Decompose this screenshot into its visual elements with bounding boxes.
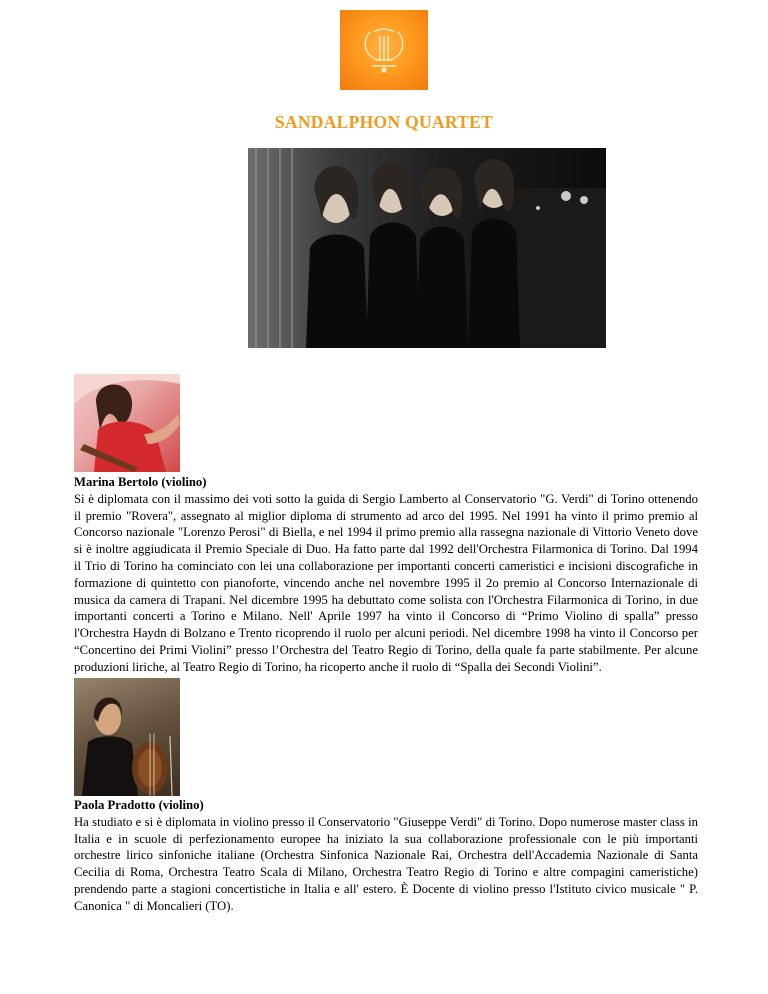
quartet-photo-graphic <box>248 148 606 348</box>
member-bio-paola <box>74 797 698 915</box>
member-bio-text: Ha studiato e si è diplomata in violino presso il Conservatorio "Giuseppe Verdi" di Torino. Dopo numerose master class in Italia e in scuole di perfezionamento europee ha iniziato la sua collaborazione professionale con le più importanti orchestre lirico sinfoniche italiane (Orchestra Sinfonica Nazionale Rai, Orchestra dell'Accademia Nazionale di Santa Cecilia di Roma, Orchestra Teatro Scala di Milano, Orchestra Teatro Regio di Torino e altre compagini cameristiche) prendendo parte a stagioni concertistiche in Italia e all' estero. È Docente di violino presso l'Istituto civico musicale " P. Canonica " di Moncalieri (TO). <box>74 814 698 913</box>
member-name: Paola Pradotto (violino) <box>74 798 204 812</box>
quartet-group-photo <box>248 148 606 348</box>
lyre-logo-icon <box>340 10 428 90</box>
marina-portrait-graphic <box>74 374 180 472</box>
member-bio-text: Si è diplomata con il massimo dei voti sotto la guida di Sergio Lamberto al Conservatorio "G. Verdi" di Torino ottenendo il premio "Rovera", assegnato al miglior diploma di strumento ad arco del 1995. Nel 1991 ha vinto il primo premio al Concorso nazionale "Lorenzo Perosi" di Biella, e nel 1994 il primo premio alla rassegna nazionale di Vittorio Veneto dove si è inoltre aggiudicata il Premio Speciale di Duo. Ha fatto parte dal 1992 dell'Orchestra Filarmonica di Torino. Dal 1994 il Trio di Torino ha cominciato con lei una collaborazione per importanti concerti cameristici e incisioni discografiche in formazione di quintetto con pianoforte, vincendo anche nel novembre 1995 il 2o premio al Concorso Internazionale di musica da camera di Trapani. Nel dicembre 1995 ha debuttato come solista con l'Orchestra Filarmonica di Torino, in due importanti concerti a Torino e Milano. Nell' Aprile 1997 ha vinto il Concorso di “Primo Violino di spalla” presso l'Orchestra Haydn di Bolzano e Trento ricoprendo il ruolo per alcuni periodi. Nel dicembre 1998 ha vinto il Concorso per “Concertino dei Primi Violini” presso l’Orchestra del Teatro Regio di Torino, della quale fa parte stabilmente. Per alcune produzioni liriche, al Teatro Regio di Torino, ha ricoperto anche il ruolo di “Spalla dei Secondi Violini”. <box>74 491 698 674</box>
paola-pradotto-portrait <box>74 678 180 796</box>
member-bio-marina <box>74 474 698 676</box>
member-name: Marina Bertolo (violino) <box>74 475 207 489</box>
marina-bertolo-portrait <box>74 374 180 472</box>
lyre-logo-graphic <box>340 10 428 90</box>
paola-portrait-graphic <box>74 678 180 796</box>
page-title: SANDALPHON QUARTET <box>274 112 494 132</box>
